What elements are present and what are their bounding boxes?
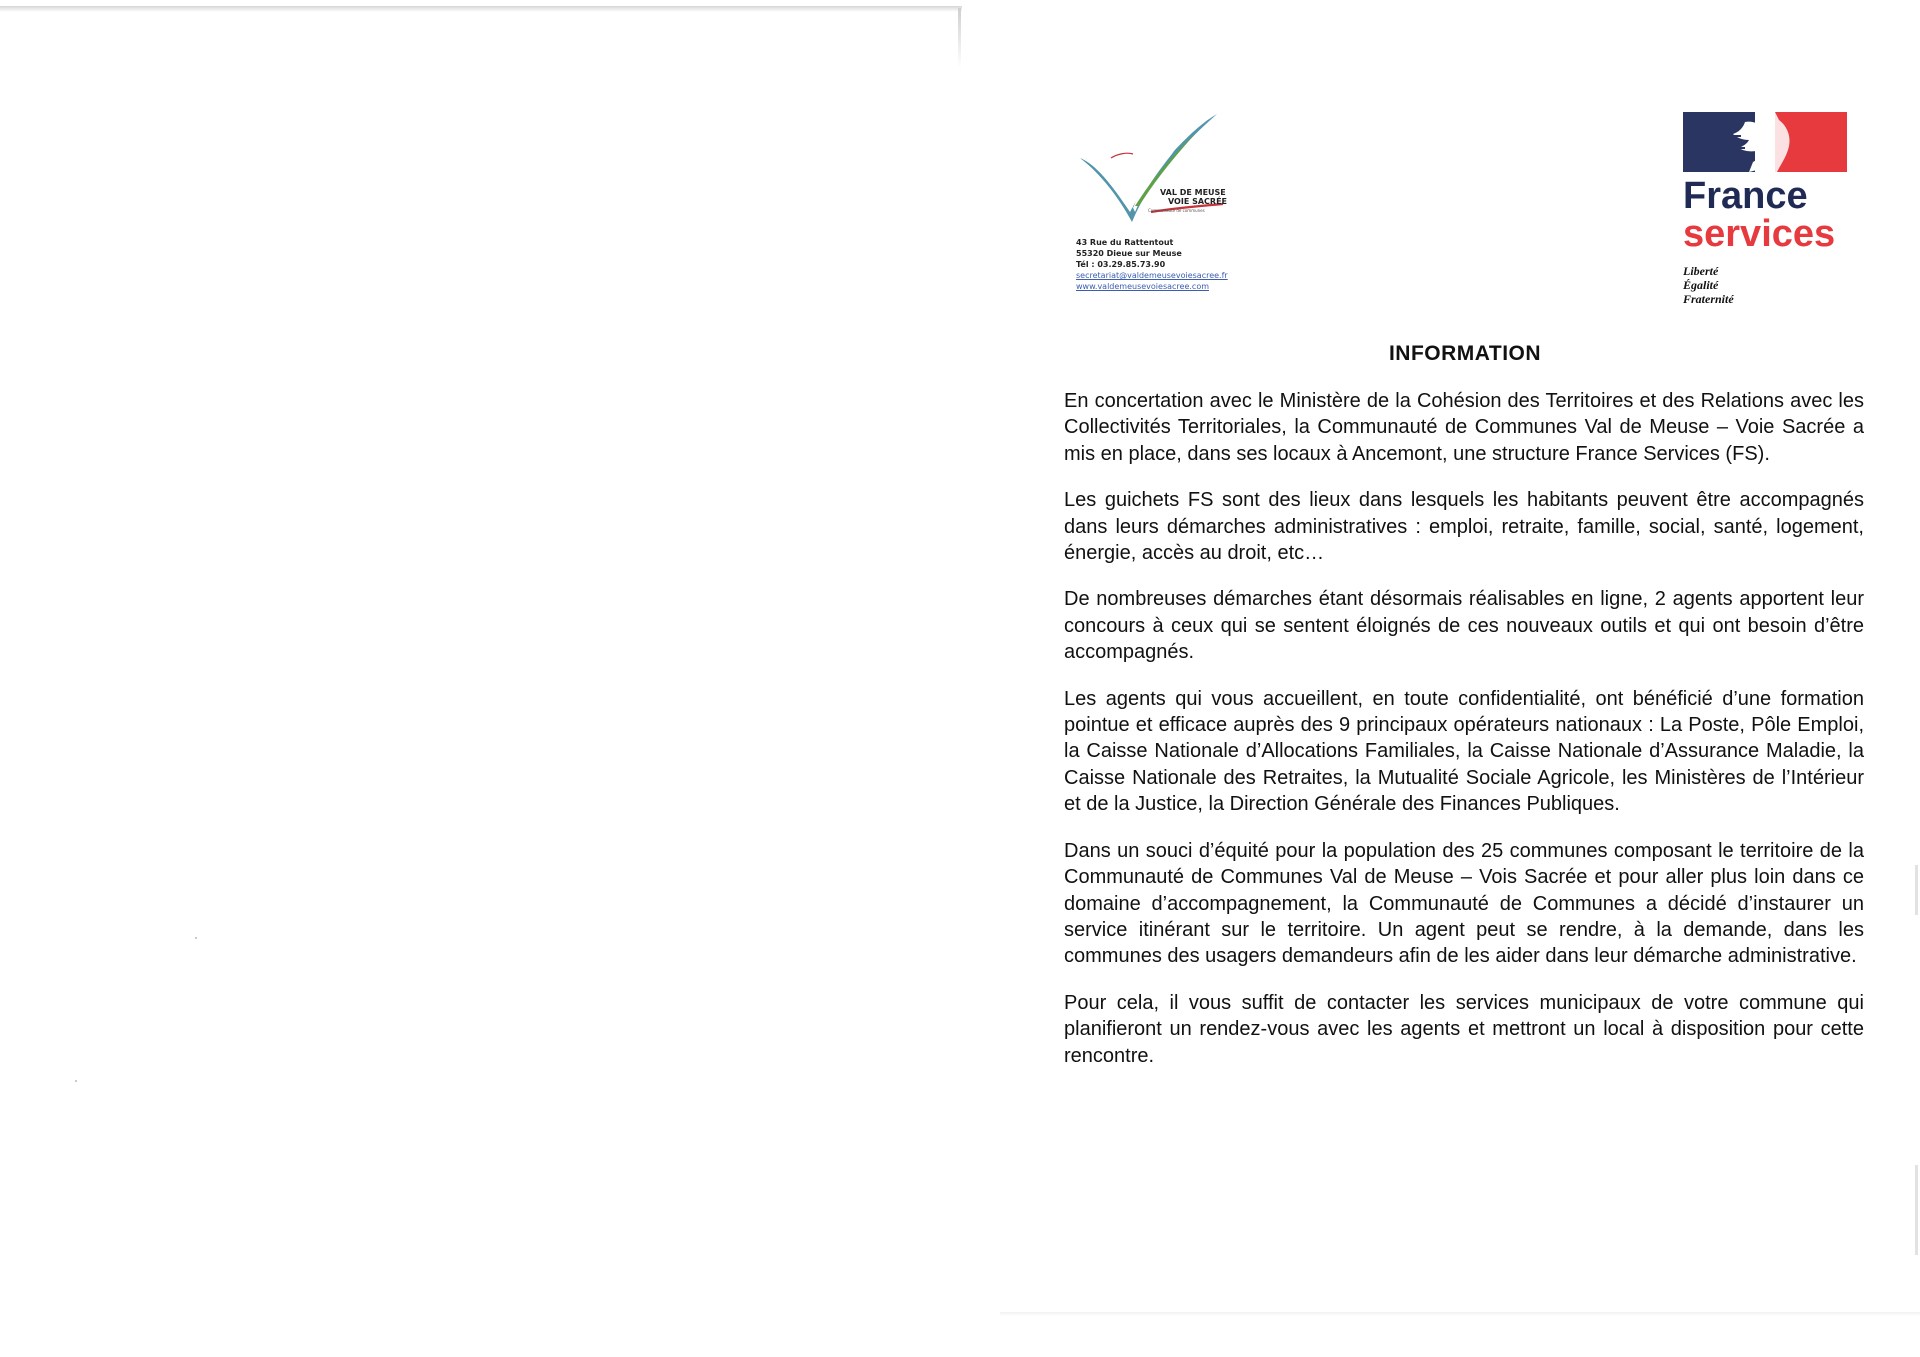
email-link[interactable]: secretariat@valdemeusevoiesacree.fr	[1076, 271, 1228, 280]
document-body	[1064, 388, 1864, 1089]
paragraph-agents-online: De nombreuses démarches étant désormais réalisables en ligne, 2 agents apportent leur concours à ceux qui se sentent éloignés de ces nouveaux outils et qui ont besoin d’être accompagnés.	[1064, 588, 1864, 664]
heading-text: INFORMATION	[1388, 342, 1542, 365]
vdm-subtitle: Communauté de communes	[1148, 208, 1205, 213]
france-services-word2: services	[1683, 213, 1836, 255]
paragraph-intro: En concertation avec le Ministère de la Cohésion des Territoires et des Relations avec les Collectivités Territoriales, la Communauté de Communes Val de Meuse – Voie Sacrée a mis en place, dans ses locaux à Ancemont, une structure France Services (FS).	[1064, 390, 1864, 465]
document-page-bottom-edge	[1000, 1312, 1920, 1316]
address-city: 55320 Dieue sur Meuse	[1076, 249, 1182, 258]
phone-number: Tél : 03.29.85.73.90	[1076, 260, 1166, 269]
vdm-name	[1160, 188, 1227, 206]
motto-egalite: Égalité	[1683, 278, 1719, 292]
scan-speck	[195, 937, 197, 939]
left-page-right-edge	[958, 8, 961, 68]
motto-liberte: Liberté	[1683, 264, 1719, 278]
republic-motto	[1683, 264, 1734, 306]
marianne-flag-icon	[1683, 112, 1847, 172]
vdm-address-block	[1076, 237, 1228, 292]
france-services-word1: France	[1683, 175, 1808, 217]
paragraph-itinerant-service: Dans un souci d’équité pour la population des 25 communes composant le territoire de la Communauté de Communes Val de Meuse – Vois Sacrée et pour aller plus loin dans ce domaine d’accompagnement, la Communauté de Communes a décidé d’instaurer un service itinérant sur le territoire. Un agent peut se rendre, à la demande, dans les communes des usagers demandeurs afin de les aider dans leur démarche administrative.	[1064, 839, 1864, 968]
val-de-meuse-logo	[1075, 112, 1245, 232]
address-street: 43 Rue du Rattentout	[1076, 238, 1174, 247]
page-edge-mark	[1915, 1165, 1918, 1255]
paragraph-contact: Pour cela, il vous suffit de contacter les services municipaux de votre commune qui planifieront un rendez-vous avec les agents et mettront un local à disposition pour cette rencontre.	[1064, 991, 1864, 1067]
vdm-name-line2: VOIE SACRÉE	[1168, 197, 1227, 206]
scan-speck	[75, 1080, 77, 1082]
document-heading	[1000, 342, 1920, 366]
france-services-logo	[1683, 112, 1848, 312]
paragraph-training: Les agents qui vous accueillent, en toute confidentialité, ont bénéficié d’une formation pointue et efficace auprès des 9 principaux opérateurs nationaux : La Poste, Pôle Emploi, la Caisse Nationale d’Allocations Familiales, la Caisse Nationale d’Assurance Maladie, la Caisse Nationale des Retraites, la Mutualité Sociale Agricole, les Ministères de l’Intérieur et de la Justice, la Direction Générale des Finances Publiques.	[1064, 687, 1864, 816]
website-link[interactable]: www.valdemeusevoiesacree.com	[1076, 282, 1209, 291]
paragraph-guichets: Les guichets FS sont des lieux dans lesquels les habitants peuvent être accompagnés dans leurs démarches administratives : emploi, retraite, famille, social, santé, logement, énergie, accès au droit, etc…	[1064, 489, 1864, 565]
vdm-name-line1: VAL DE MEUSE	[1160, 188, 1226, 197]
page-edge-mark	[1915, 865, 1918, 915]
motto-fraternite: Fraternité	[1683, 292, 1734, 306]
left-page-top-edge	[0, 6, 962, 12]
